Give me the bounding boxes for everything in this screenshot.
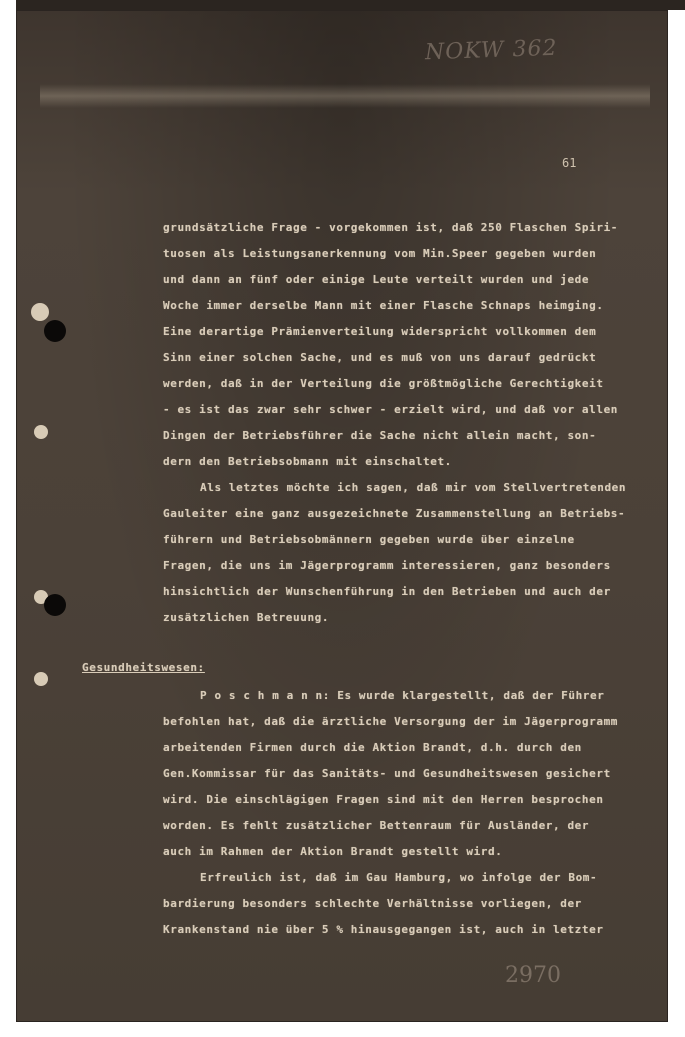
body-line: Krankenstand nie über 5 % hinausgegangen ist, auch in letzter: [163, 923, 604, 936]
body-line: befohlen hat, daß die ärztliche Versorgung der im Jägerprogramm: [163, 715, 619, 728]
body-line: werden, daß in der Verteilung die größtmögliche Gerechtigkeit: [163, 377, 604, 390]
body-line: Fragen, die uns im Jägerprogramm interessieren, ganz besonders: [163, 559, 611, 572]
body-line: zusätzlichen Betreuung.: [163, 611, 330, 624]
body-line: grundsätzliche Frage - vorgekommen ist, daß 250 Flaschen Spiri-: [163, 221, 619, 234]
body-line: bardierung besonders schlechte Verhältnisse vorliegen, der: [163, 897, 582, 910]
punch-hole: [44, 320, 66, 342]
scan-border: [16, 0, 685, 10]
section-heading: Gesundheitswesen:: [82, 661, 205, 674]
body-line: - es ist das zwar sehr schwer - erzielt wird, und daß vor allen: [163, 403, 619, 416]
body-line: wird. Die einschlägigen Fragen sind mit den Herren besprochen: [163, 793, 604, 806]
body-line: worden. Es fehlt zusätzlicher Bettenraum für Ausländer, der: [163, 819, 590, 832]
body-line: hinsichtlich der Wunschenführung in den Betrieben und auch der: [163, 585, 611, 598]
body-line: Woche immer derselbe Mann mit einer Flasche Schnaps heimging.: [163, 299, 604, 312]
body-line: Sinn einer solchen Sache, und es muß von uns darauf gedrückt: [163, 351, 597, 364]
punch-hole: [44, 594, 66, 616]
body-line: Gen.Kommissar für das Sanitäts- und Gesundheitswesen gesichert: [163, 767, 611, 780]
archive-stamp-number: 2970: [505, 963, 561, 988]
punch-hole-ring: [34, 672, 48, 686]
page-number: 61: [562, 156, 577, 170]
body-line: auch im Rahmen der Aktion Brandt gestellt wird.: [163, 845, 503, 858]
body-line: Gauleiter eine ganz ausgezeichnete Zusammenstellung an Betriebs-: [163, 507, 626, 520]
handwritten-reference: NOKW 362: [424, 35, 558, 66]
punch-hole-ring: [34, 425, 48, 439]
body-line: dern den Betriebsobmann mit einschaltet.: [163, 455, 452, 468]
body-line: und dann an fünf oder einige Leute verteilt wurden und jede: [163, 273, 590, 286]
body-line: Als letztes möchte ich sagen, daß mir vom Stellvertretenden: [200, 481, 627, 494]
punch-hole-ring: [31, 303, 49, 321]
body-line: P o s c h m a n n: Es wurde klargestellt, daß der Führer: [200, 689, 605, 702]
body-line: tuosen als Leistungsanerkennung vom Min.Speer gegeben wurden: [163, 247, 597, 260]
body-line: führern und Betriebsobmännern gegeben wurde über einzelne: [163, 533, 575, 546]
body-line: arbeitenden Firmen durch die Aktion Brandt, d.h. durch den: [163, 741, 582, 754]
body-line: Eine derartige Prämienverteilung widerspricht vollkommen dem: [163, 325, 597, 338]
body-line: Erfreulich ist, daß im Gau Hamburg, wo infolge der Bom-: [200, 871, 598, 884]
paper-fold: [40, 84, 650, 108]
body-line: Dingen der Betriebsführer die Sache nicht allein macht, son-: [163, 429, 597, 442]
